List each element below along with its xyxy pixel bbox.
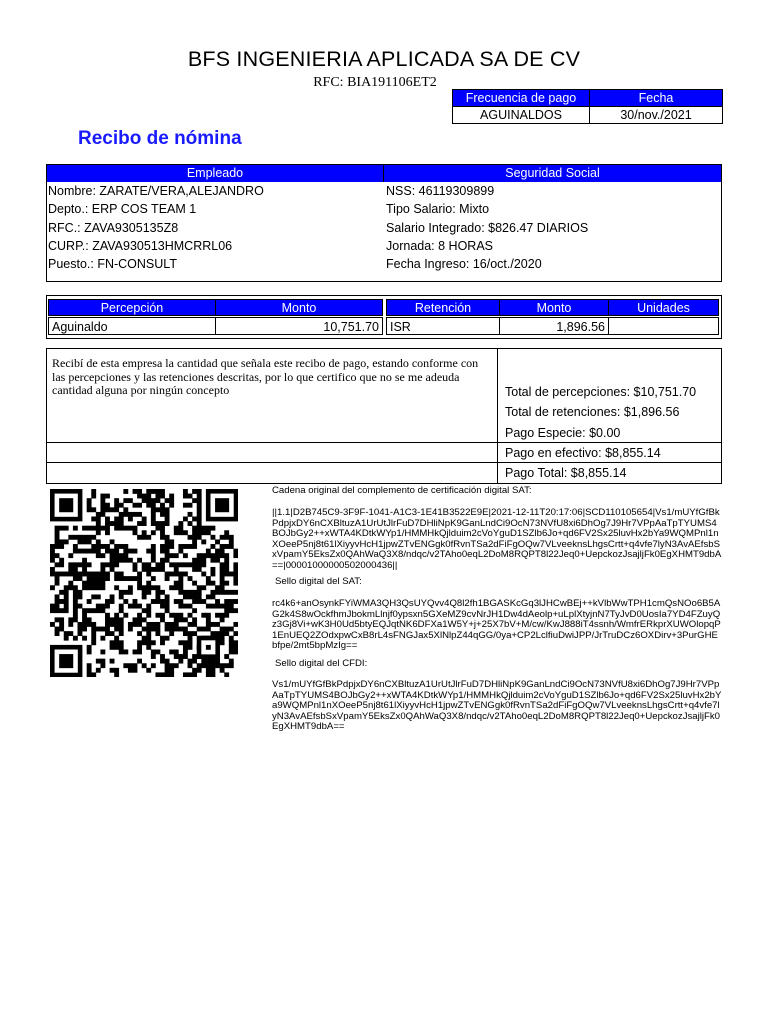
- employee-header: [47, 165, 721, 182]
- integrated-salary: Salario Integrado: $826.47 DIARIOS: [386, 220, 589, 235]
- employee-header-label: Empleado: [47, 165, 384, 182]
- company-name: BFS INGENIERIA APLICADA SA DE CV: [187, 47, 581, 71]
- employee-rfc: RFC.: ZAVA9305135Z8: [48, 220, 179, 235]
- pay-info-table: [452, 89, 723, 124]
- payment-in-kind: Pago Especie: $0.00: [505, 426, 621, 440]
- date-value: 30/nov./2021: [590, 107, 723, 124]
- social-security-details: [386, 182, 588, 273]
- hire-date: Fecha Ingreso: 16/oct./2020: [386, 257, 542, 272]
- perception-amount: 10,751.70: [215, 317, 383, 335]
- employee-name: Nombre: ZARATE/VERA,ALEJANDRO: [48, 184, 264, 198]
- working-hours: Jornada: 8 HORAS: [386, 238, 493, 253]
- employee-position: Puesto.: FN-CONSULT: [48, 257, 177, 272]
- document-title: Recibo de nómina: [78, 128, 242, 149]
- perception-amount-header: Monto: [215, 299, 383, 316]
- sello-cfdi-label: Sello digital del CFDI:: [275, 658, 368, 669]
- conformity-statement: Recibí de esta empresa la cantidad que señala este recibo de pago, estando conforme con las percepciones y las retenciones descritas, por lo que certifico que no se me adeuda cantidad alguna por ningún concepto: [52, 356, 479, 397]
- cadena-original: ||1.1|D2B745C9-3F9F-1041-A1C3-1E41B3522E9E|2021-12-11T20:17:06|SCD110105654|Vs1/mUYfGfBkPdpjxDY6nCXBltuzA1UrUtJlrFuD7DHliNpK9GanLndCi9OcN73NVfU8xi6DhOg7J9Hr7VPpAaTpTYUMS4BOJbGy2++xWTA4KDtkWYp1/HMMHkQjlduim2cVoYguD1SZlb6Jo+qd6FV2Sx25luvHx2bYa9WQMPnl1nXOeeP5nj8t61lXiyyvHcH1jpwZTvENGgk0fRvnTSa2dFiFgOQw7VLveeknsLhgsCrtt+q4vfe7lyN3AvAEfsbSxVpamY5EksZx0QAhWaQ3X8/ndqc/v2TAho0eqL2DoM8RQPT8l22Jeq0+UepckozJsajljFk0EgXHMT9dbA==|00001000000502000436||: [272, 507, 722, 571]
- company-rfc: RFC: BIA191106ET2: [313, 75, 437, 90]
- employee-department: Depto.: ERP COS TEAM 1: [48, 202, 197, 217]
- employee-nss: NSS: 46119309899: [386, 184, 495, 198]
- sello-sat: rc4k6+anOsynkFYiWMA3QH3QsUYQvv4Q8l2fh1BGASKcGq3lJHCwBEj++kVlbWwTPH1cmQsNOo6B5AG2k4S8wOckfhmJbokmLlnjf0ypsxn5GXeMZ9cvNrJH1Dw4dAeolp+uLplXtyjnN7TyJvD0UosIa7YD4FZuyQz3Gj8Vi+wK3H0Ud5btyEQJqtNK6DFXa1W5Y+j+25X7bV+M/cw/KwJ888iT4ssnh/WmfrERkprXUWOlopqP1EnUEQ2ZOdxpwCxB8rL4sFNGJax5XlNlpZ44qGG/0ya+CP2LclfiuDwiJPP/JrTruDCz6OXDirv+3PurGHEbfpe/2mt5bpMzIg==: [272, 598, 721, 652]
- perception-name: Aguinaldo: [48, 317, 216, 335]
- date-label: Fecha: [590, 90, 723, 107]
- employee-details: [48, 182, 264, 273]
- salary-type: Tipo Salario: Mixto: [386, 202, 490, 217]
- retention-amount: 1,896.56: [499, 317, 609, 335]
- cash-payment: Pago en efectivo: $8,855.14: [505, 446, 661, 460]
- qr-code-icon: [50, 489, 238, 677]
- summary-divider: [497, 348, 498, 484]
- freq-value: AGUINALDOS: [453, 107, 590, 124]
- retention-header: Retención: [386, 299, 500, 316]
- perception-header: Percepción: [48, 299, 216, 316]
- retention-name: ISR: [386, 317, 500, 335]
- employee-curp: CURP.: ZAVA930513HMCRRL06: [48, 238, 233, 253]
- total-perceptions: Total de percepciones: $10,751.70: [505, 385, 697, 399]
- total-payment: Pago Total: $8,855.14: [505, 466, 627, 480]
- freq-label: Frecuencia de pago: [453, 90, 590, 107]
- sello-sat-label: Sello digital del SAT:: [275, 576, 362, 587]
- retention-units: [608, 317, 719, 335]
- social-security-header-label: Seguridad Social: [384, 165, 721, 182]
- units-header: Unidades: [608, 299, 719, 316]
- retention-amount-header: Monto: [499, 299, 609, 316]
- total-retentions: Total de retenciones: $1,896.56: [505, 405, 680, 419]
- cadena-label: Cadena original del complemento de certificación digital SAT:: [272, 485, 532, 496]
- sello-cfdi: Vs1/mUYfGfBkPdpjxDY6nCXBltuzA1UrUtJlrFuD7DHliNpK9GanLndCi9OcN73NVfU8xi6DhOg7J9Hr7VPpAaTpTYUMS4BOJbGy2++xWTA4KDtkWYp1/HMMHkQjlduim2cVoYguD1SZlb6Jo+qd6FV2Sx25luvHx2bYa9WQMPnl1nXOeeP5nj8t61lXiyyvHcH1jpwZTvENGgk0fRvnTSa2dFiFgOQw7VLveeknsLhgsCrtt+q4vfe7lyN3AvAEfsbSxVpamY5EksZx0QAhWaQ3X8/ndqc/v2TAho0eqL2DoM8RQPT8l22Jeq0+UepckozJsajljFk0EgXHMT9dbA==: [272, 679, 722, 733]
